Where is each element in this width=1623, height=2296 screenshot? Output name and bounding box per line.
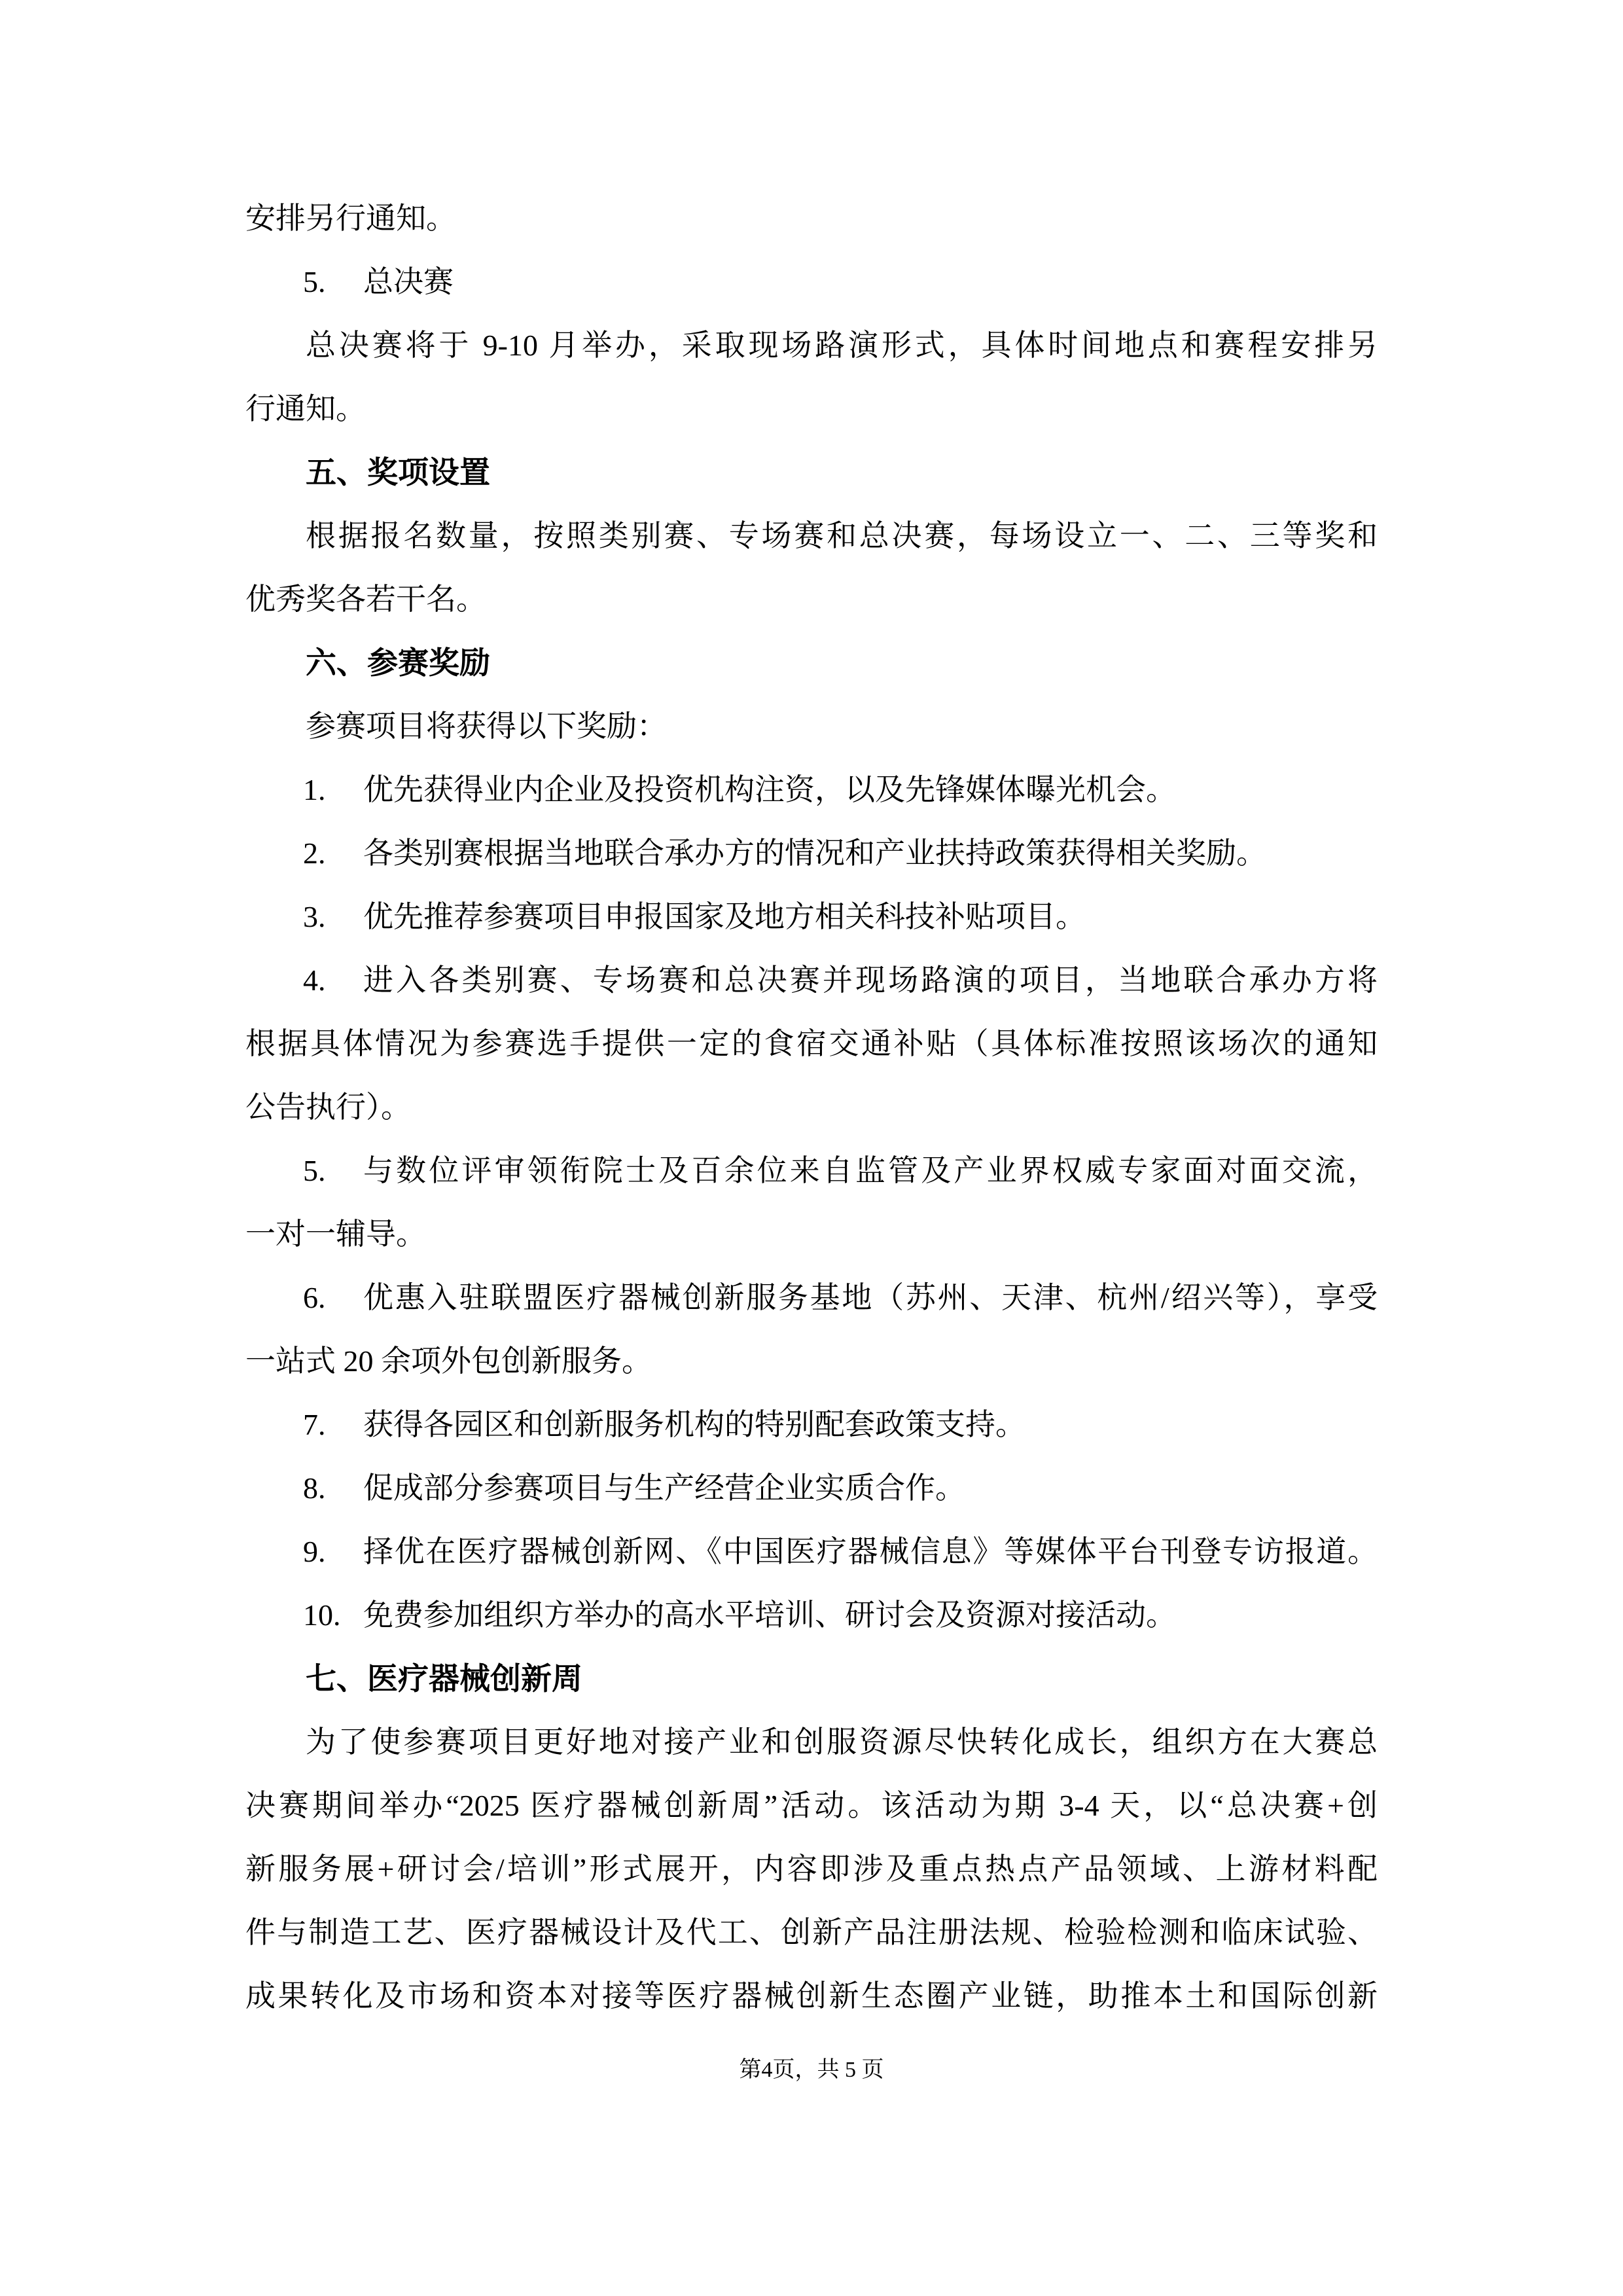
list-item-number: 6. [303, 1281, 326, 1314]
paragraph-line: 为了使参赛项目更好地对接产业和创服资源尽快转化成长，组织方在大赛总 [306, 1725, 1378, 1759]
section-heading-innovation-week: 七、医疗器械创新周 [306, 1661, 582, 1696]
list-item-number: 9. [303, 1535, 326, 1568]
paragraph-line: 总决赛将于 9-10 月举办，采取现场路演形式，具体时间地点和赛程安排另 [306, 329, 1378, 362]
list-item-number: 5. [303, 265, 326, 298]
list-item-number: 1. [303, 773, 326, 806]
list-item-number: 7. [303, 1408, 326, 1441]
list-item-number: 2. [303, 836, 326, 870]
paragraph-continuation: 新服务展+研讨会/培训”形式展开，内容即涉及重点热点产品领域、上游材料配 [245, 1852, 1378, 1886]
list-item-text: 免费参加组织方举办的高水平培训、研讨会及资源对接活动。 [363, 1598, 1176, 1632]
list-item-text: 进入各类别赛、专场赛和总决赛并现场路演的项目，当地联合承办方将 [363, 963, 1378, 997]
list-item [245, 948, 1378, 1012]
paragraph-continuation: 根据具体情况为参赛选手提供一定的食宿交通补贴（具体标准按照该场次的通知 [245, 1027, 1378, 1060]
paragraph-continuation: 件与制造工艺、医疗器械设计及代工、创新产品注册法规、检验检测和临床试验、 [245, 1916, 1378, 1949]
section-heading-awards: 五、奖项设置 [306, 455, 490, 490]
list-item-text: 择优在医疗器械创新网、《中国医疗器械信息》等媒体平台刊登专访报道。 [363, 1535, 1378, 1568]
list-item [245, 1583, 1378, 1647]
list-item [245, 885, 1378, 948]
list-item [245, 1266, 1378, 1329]
list-item-number: 8. [303, 1471, 326, 1505]
list-item-number: 5. [303, 1154, 326, 1187]
document-body [245, 187, 1378, 2028]
paragraph-line: 根据报名数量，按照类别赛、专场赛和总决赛，每场设立一、二、三等奖和 [306, 519, 1378, 552]
list-item-text: 总决赛 [363, 265, 454, 298]
list-item [245, 1139, 1378, 1202]
list-item-number: 3. [303, 900, 326, 933]
paragraph-continuation: 成果转化及市场和资本对接等医疗器械创新生态圈产业链，助推本土和国际创新 [245, 1979, 1378, 2013]
page-footer: 第4页，共 5 页 [739, 2058, 884, 2082]
list-item-number: 4. [303, 963, 326, 997]
paragraph-continuation: 决赛期间举办“2025 医疗器械创新周”活动。该活动为期 3-4 天，以“总决赛+创 [245, 1789, 1378, 1822]
list-item-number: 10. [303, 1598, 341, 1632]
list-item-text: 与数位评审领衔院士及百余位来自监管及产业界权威专家面对面交流， [363, 1154, 1378, 1187]
list-item [245, 1393, 1378, 1456]
list-item-text: 优先推荐参赛项目申报国家及地方相关科技补贴项目。 [363, 900, 1086, 933]
list-item [245, 758, 1378, 821]
paragraph-continuation: 公告执行）。 [245, 1090, 411, 1124]
list-item [245, 821, 1378, 885]
list-item [245, 250, 1378, 314]
list-item-text: 获得各园区和创新服务机构的特别配套政策支持。 [363, 1408, 1026, 1441]
paragraph-continuation: 安排另行通知。 [245, 202, 456, 235]
list-item-text: 各类别赛根据当地联合承办方的情况和产业扶持政策获得相关奖励。 [363, 836, 1266, 870]
paragraph-line: 参赛项目将获得以下奖励： [306, 709, 667, 743]
list-item-text: 优惠入驻联盟医疗器械创新服务基地（苏州、天津、杭州/绍兴等），享受 [363, 1281, 1378, 1314]
section-heading-incentives: 六、参赛奖励 [306, 645, 490, 680]
paragraph-continuation: 行通知。 [245, 392, 366, 425]
list-item-text: 促成部分参赛项目与生产经营企业实质合作。 [363, 1471, 965, 1505]
paragraph-continuation: 一站式 20 余项外包创新服务。 [245, 1344, 652, 1378]
list-item-text: 优先获得业内企业及投资机构注资，以及先锋媒体曝光机会。 [363, 773, 1176, 806]
list-item [245, 1520, 1378, 1583]
paragraph-continuation: 优秀奖各若干名。 [245, 583, 486, 616]
paragraph-continuation: 一对一辅导。 [245, 1217, 426, 1251]
list-item [245, 1456, 1378, 1520]
